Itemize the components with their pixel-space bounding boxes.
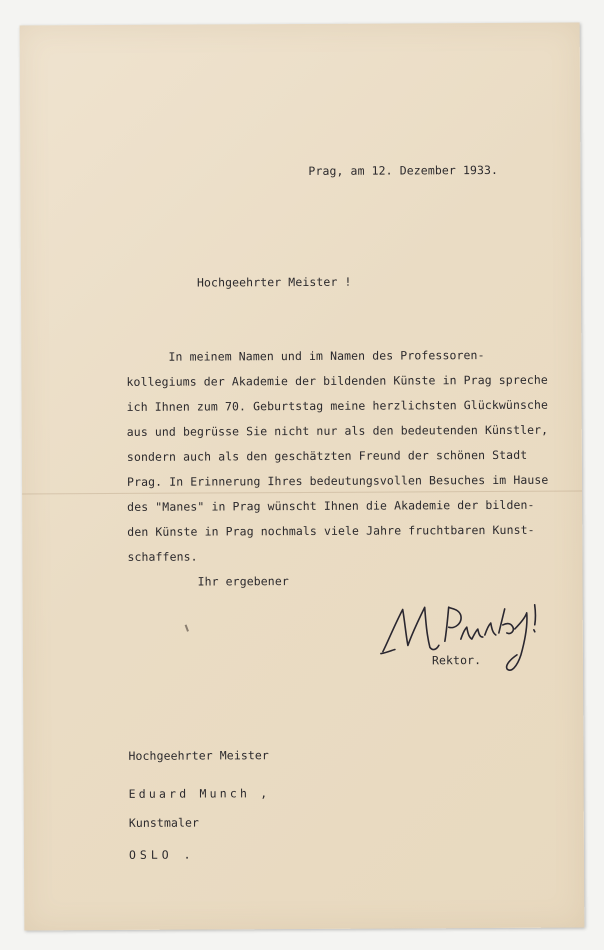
recipient-city: OSLO . <box>128 847 195 862</box>
body-line: des "Manes" in Prag wünscht Ihnen die Akademie der bilden- <box>127 497 535 514</box>
ink-speck <box>185 624 189 631</box>
body-line: ich Ihnen zum 70. Geburtstag meine herzlichsten Glückwünsche <box>126 397 549 414</box>
letter-date: Prag, am 12. Dezember 1933. <box>308 162 499 178</box>
recipient-profession: Kunstmaler <box>128 815 200 830</box>
address-salutation: Hochgeehrter Meister <box>128 748 269 763</box>
paper-fold-crease <box>22 491 582 495</box>
body-line: kollegiums der Akademie der bildenden Künste in Prag spreche <box>126 372 548 389</box>
body-line: den Künste in Prag nochmals viele Jahre fruchtbaren Kunst- <box>127 522 535 539</box>
letter-closing: Ihr ergebener <box>197 574 289 589</box>
body-line: In meinem Namen und im Namen des Professoren- <box>126 348 485 364</box>
recipient-name: Eduard Munch , <box>128 786 271 801</box>
letter-salutation: Hochgeehrter Meister ! <box>196 274 352 290</box>
body-line: schaffens. <box>127 549 198 564</box>
body-line: aus und begrüsse Sie nicht nur als den bedeutenden Künstler, <box>126 422 549 439</box>
signer-title: Rektor. <box>431 653 482 668</box>
body-line: sondern auch als den geschätzten Freund der schönen Stadt <box>126 447 528 464</box>
letter-paper <box>20 23 585 931</box>
body-line: Prag. In Erinnerung Ihres bedeutungsvollen Besuches im Hause <box>126 472 549 489</box>
